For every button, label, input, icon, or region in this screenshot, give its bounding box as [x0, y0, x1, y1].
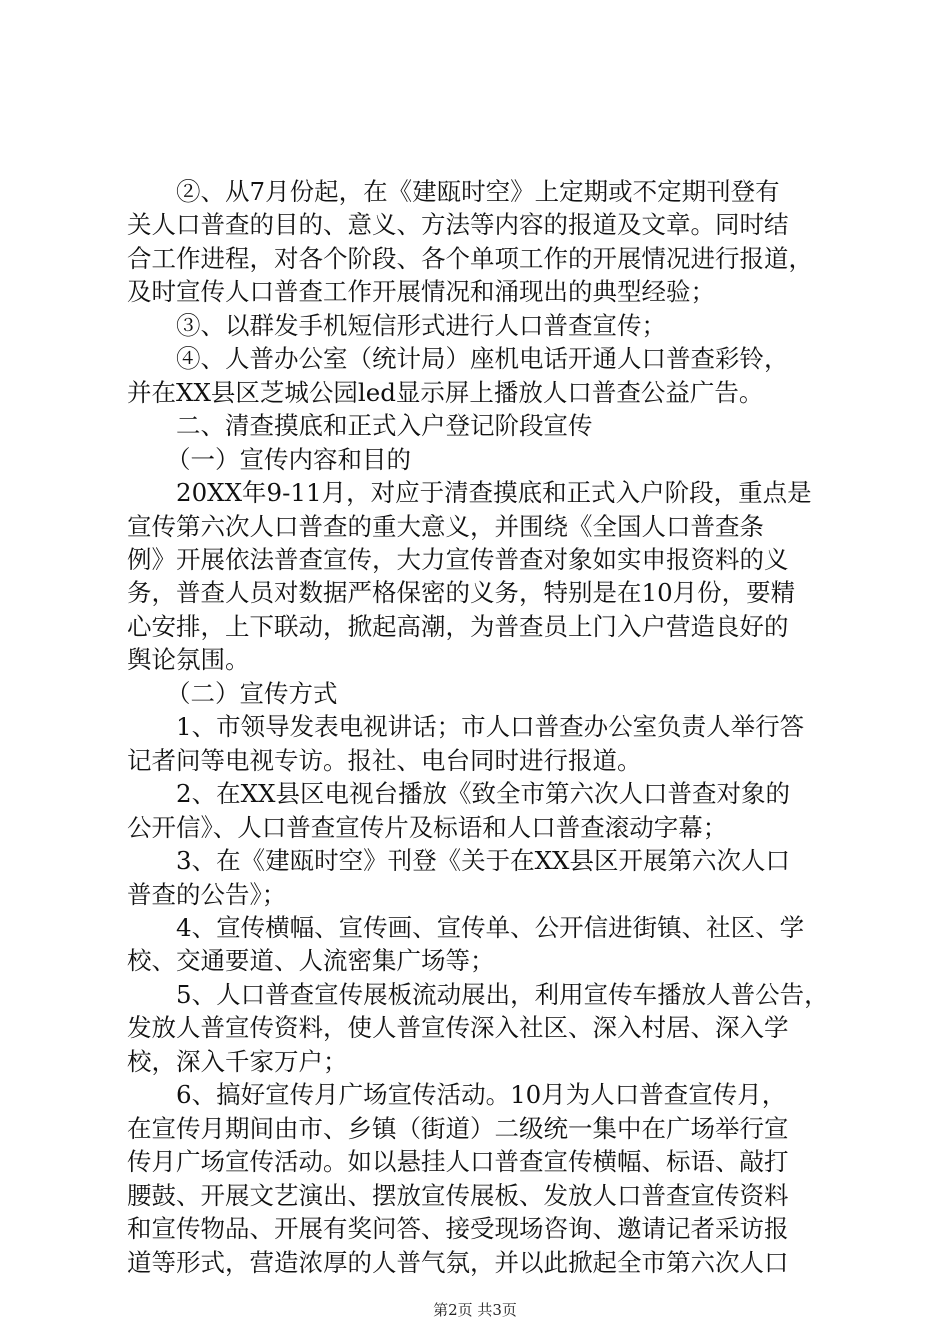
page-number-footer: 第2页 共3页	[433, 1301, 517, 1319]
subsection-heading: （一）宣传内容和目的	[166, 444, 411, 474]
text-line: 例》开展依法普查宣传，大力宣传普查对象如实申报资料的义	[127, 545, 789, 574]
text-line: 在宣传月期间由市、乡镇（街道）二级统一集中在广场举行宣	[127, 1113, 789, 1143]
text-line: 4、宣传横幅、宣传画、宣传单、公开信进街镇、社区、学	[176, 913, 805, 942]
text-line: 关人口普查的目的、意义、方法等内容的报道及文章。同时结	[127, 210, 789, 240]
text-line: 普查的公告》；	[127, 879, 287, 909]
text-line: 校、交通要道、人流密集广场等；	[127, 946, 495, 976]
text-line: 校，深入千家万户；	[127, 1046, 348, 1076]
text-line: 道等形式，营造浓厚的人普气氛，并以此掀起全市第六次人口	[127, 1247, 789, 1277]
text-line: ②、从7月份起，在《建瓯时空》上定期或不定期刊登有	[176, 177, 780, 206]
text-line: 6、搞好宣传月广场宣传活动。10月为人口普查宣传月，	[176, 1080, 787, 1110]
subsection-heading: （二）宣传方式	[166, 678, 338, 708]
text-line: 宣传第六次人口普查的重大意义，并围绕《全国人口普查条	[127, 511, 764, 541]
text-line: 和宣传物品、开展有奖问答、接受现场咨询、邀请记者采访报	[127, 1214, 789, 1244]
text-line: 1、市领导发表电视讲话；市人口普查办公室负责人举行答	[176, 712, 805, 742]
text-line: 记者问等电视专访。报社、电台同时进行报道。	[127, 745, 642, 775]
text-line: 发放人普宣传资料，使人普宣传深入社区、深入村居、深入学	[127, 1013, 789, 1043]
text-line: 及时宣传人口普查工作开展情况和涌现出的典型经验；	[127, 277, 715, 307]
text-line: 传月广场宣传活动。如以悬挂人口普查宣传横幅、标语、敲打	[127, 1147, 789, 1177]
text-line: 5、人口普查宣传展板流动展出，利用宣传车播放人普公告，	[176, 979, 829, 1009]
section-heading: 二、清查摸底和正式入户登记阶段宣传	[176, 411, 593, 441]
text-line: 腰鼓、开展文艺演出、摆放宣传展板、发放人口普查宣传资料	[127, 1180, 789, 1210]
text-line: 20XX年9-11月，对应于清查摸底和正式入户阶段，重点是	[176, 478, 812, 508]
text-line: ③、以群发手机短信形式进行人口普查宣传；	[176, 310, 666, 340]
text-line: 舆论氛围。	[127, 645, 250, 675]
text-line: 务，普查人员对数据严格保密的义务，特别是在10月份，要精	[127, 578, 796, 608]
text-line: 并在XX县区芝城公园led显示屏上播放人口普查公益广告。	[127, 377, 764, 407]
text-line: 心安排，上下联动，掀起高潮，为普查员上门入户营造良好的	[127, 611, 789, 641]
text-line: 公开信》、人口普查宣传片及标语和人口普查滚动字幕；	[127, 812, 728, 842]
text-line: 3、在《建瓯时空》刊登《关于在XX县区开展第六次人口	[176, 846, 790, 876]
text-line: ④、人普办公室（统计局）座机电话开通人口普查彩铃，	[176, 344, 789, 374]
text-line: 合工作进程，对各个阶段、各个单项工作的开展情况进行报道，	[127, 243, 813, 273]
text-line: 2、在XX县区电视台播放《致全市第六次人口普查对象的	[176, 779, 790, 809]
